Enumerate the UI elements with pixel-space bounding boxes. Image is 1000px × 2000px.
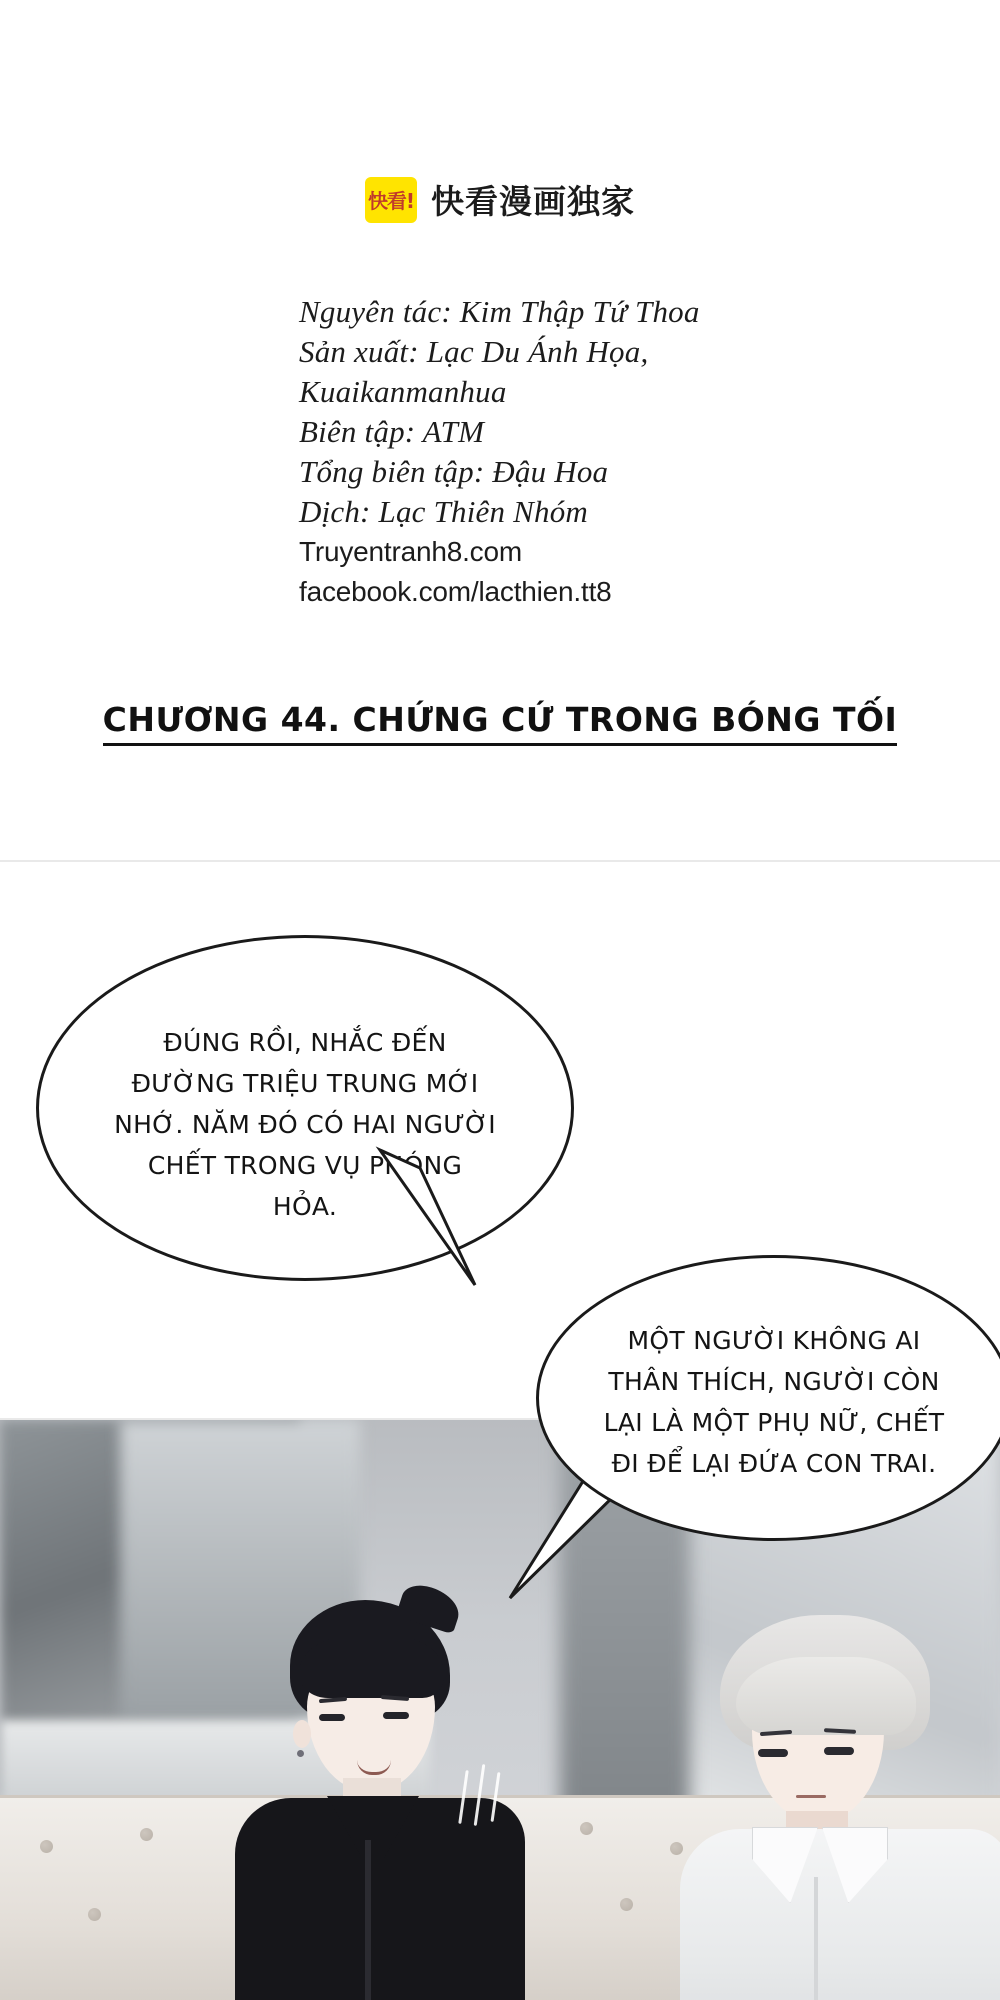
speech-balloon-2 bbox=[536, 1255, 1000, 1541]
character-left-placket bbox=[365, 1840, 371, 2000]
speech-balloon-2-text: MỘT NGƯỜI KHÔNG AI THÂN THÍCH, NGƯỜI CÒN LẠI LÀ MỘT PHỤ NỮ, CHẾT ĐI ĐỂ LẠI ĐỨA CON TRAI. bbox=[603, 1326, 945, 1478]
credit-line-production-cont: Kuaikanmanhua bbox=[299, 374, 507, 409]
credit-line-chief-editor: Tổng biên tập: Đậu Hoa bbox=[299, 454, 609, 489]
chapter-title-text: CHƯƠNG 44. CHỨNG CỨ TRONG BÓNG TỐI bbox=[103, 700, 898, 746]
publisher-logo-row bbox=[0, 176, 1000, 223]
character-left-fringe bbox=[299, 1636, 444, 1698]
kuaikan-badge-icon: 快看! bbox=[365, 177, 417, 223]
credit-line-facebook: facebook.com/lacthien.tt8 bbox=[299, 576, 612, 607]
character-left-earring bbox=[297, 1750, 304, 1757]
credit-line-editor: Biên tập: ATM bbox=[299, 414, 485, 449]
credit-line-original-author: Nguyên tác: Kim Thập Tứ Thoa bbox=[299, 294, 700, 329]
character-left-ear bbox=[293, 1720, 311, 1748]
credit-line-translator: Dịch: Lạc Thiên Nhóm bbox=[299, 494, 589, 529]
publisher-name: 快看漫画独家 bbox=[431, 182, 635, 221]
speech-balloon-1-text: ĐÚNG RỒI, NHẮC ĐẾN ĐƯỜNG TRIỆU TRUNG MỚI NHỚ. NĂM ĐÓ CÓ HAI NGƯỜI CHẾT TRONG VỤ PHÓNG HỎA. bbox=[114, 1028, 496, 1221]
credits-block bbox=[299, 292, 859, 612]
chapter-title bbox=[0, 700, 1000, 746]
character-right-placket bbox=[814, 1877, 818, 2000]
credit-line-production: Sản xuất: Lạc Du Ánh Họa, bbox=[299, 334, 649, 369]
character-right-fringe bbox=[736, 1657, 916, 1735]
panel-divider-top bbox=[0, 860, 1000, 862]
character-right bbox=[690, 1615, 1000, 2000]
credit-line-website: Truyentranh8.com bbox=[299, 536, 522, 567]
character-right-mouth bbox=[796, 1795, 826, 1798]
